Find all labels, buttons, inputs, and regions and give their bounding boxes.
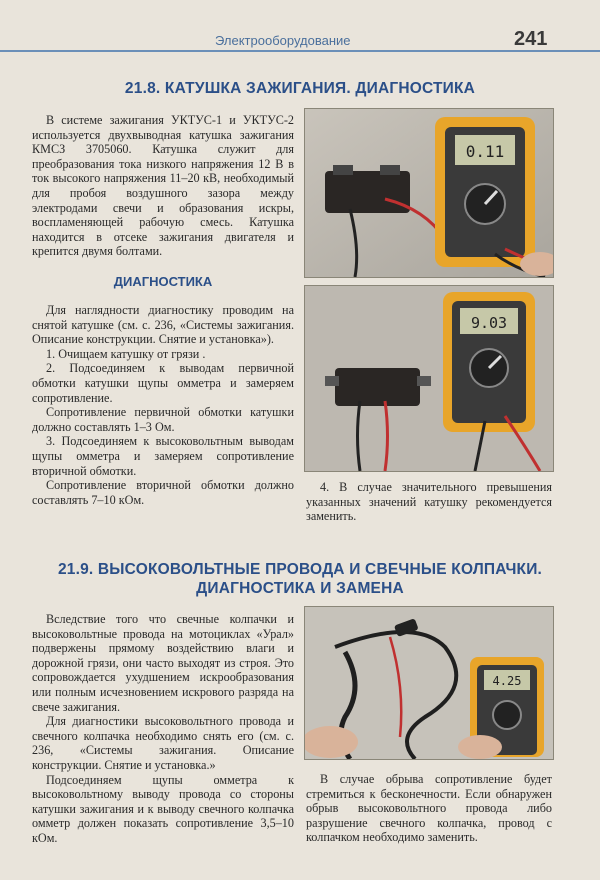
step-2-result: Сопротивление первичной обмотки катушки должно составлять 1–3 Ом. <box>32 405 294 434</box>
section-title-21-9-line2: ДИАГНОСТИКА И ЗАМЕНА <box>196 580 404 597</box>
step-3-result: Сопротивление вторичной обмотки должно составлять 7–10 кОм. <box>32 478 294 507</box>
intro-text: В системе зажигания УКТУС-1 и УКТУС-2 используется двухвыводная катушка зажигания КМСЗ 3705060. Катушка служит для преобразования тока низкого напряжения 12 В в ток высокого напряжения 11–20 кВ, необходимый для пробоя воздушного зазора между электродами свечи и образования искры, воспламеняющей рабочую смесь. Катушка находится в отсеке зажигания двигателя и крепится двумя болтами. <box>32 113 294 259</box>
step-1: 1. Очищаем катушку от грязи . <box>46 346 206 361</box>
photo-primary-winding-test <box>304 108 554 278</box>
diagnostics-subheading: ДИАГНОСТИКА <box>113 274 213 289</box>
intro-paragraph <box>32 113 294 259</box>
section-title-21-8: 21.8. КАТУШКА ЗАЖИГАНИЯ. ДИАГНОСТИКА <box>124 80 476 97</box>
photo-caption-1 <box>306 480 552 524</box>
page-number: 241 <box>514 28 548 50</box>
photo-caption-2 <box>306 772 552 845</box>
photo-hv-wire-test <box>304 606 554 760</box>
hv-paragraph-2: Для диагностики высоковольтного провода и свечного колпачка необходимо снять его (см. с. 236, «Системы зажигания. Описание конструкции. Снятие и установка.» <box>32 714 294 772</box>
header-rule <box>0 50 600 52</box>
caption-step-4: 4. В случае значительного превышения указанных значений катушку рекомендуется заменить. <box>306 480 552 524</box>
meter-reading-1: 0.11 <box>465 142 505 161</box>
meter-reading-2: 9.03 <box>470 314 508 332</box>
step-intro: Для наглядности диагностику проводим на снятой катушке (см. с. 236, «Системы зажигания. Описание конструкции. Снятие и установка»). <box>32 303 294 347</box>
step-3: 3. Подсоединяем к высоковольтным выводам щупы омметра и замеряем сопротивление вторичной обмотки. <box>32 434 294 478</box>
section-title-21-9-line1: 21.9. ВЫСОКОВОЛЬТНЫЕ ПРОВОДА И СВЕЧНЫЕ КОЛПАЧКИ. <box>57 561 543 578</box>
section-title-21-9 <box>20 560 580 598</box>
hv-wires-text <box>32 612 294 846</box>
step-2: 2. Подсоединяем к выводам первичной обмотки катушки щупы омметра и замеряем сопротивление. <box>32 361 294 405</box>
photo-secondary-winding-test <box>304 285 554 472</box>
hv-paragraph-3: Подсоединяем щупы омметра к высоковольтному выводу провода со стороны катушки зажигания и к выводу свечного колпачка омметр должен показать сопротивление 3,5–10 кОм. <box>32 772 294 845</box>
diagnostics-steps <box>32 303 294 507</box>
running-header: Электрооборудование <box>215 33 351 48</box>
hv-paragraph-1: Вследствие того что свечные колпачки и высоковольтные провода на мотоциклах «Урал» подвержены прямому воздействию влаги и дорожной грязи, они часто выходят из строя. Это сопровождается ухудшением искрообразования или полным исчезновением искрового разряда на свече зажигания. <box>32 612 294 714</box>
meter-reading-3: 4.25 <box>492 674 522 688</box>
caption-hv-break: В случае обрыва сопротивление будет стремиться к бесконечности. Если обнаружен обрыв высоковольтного провода либо разрушение свечного колпачка, провод с колпачком необходимо заменить. <box>306 772 552 845</box>
